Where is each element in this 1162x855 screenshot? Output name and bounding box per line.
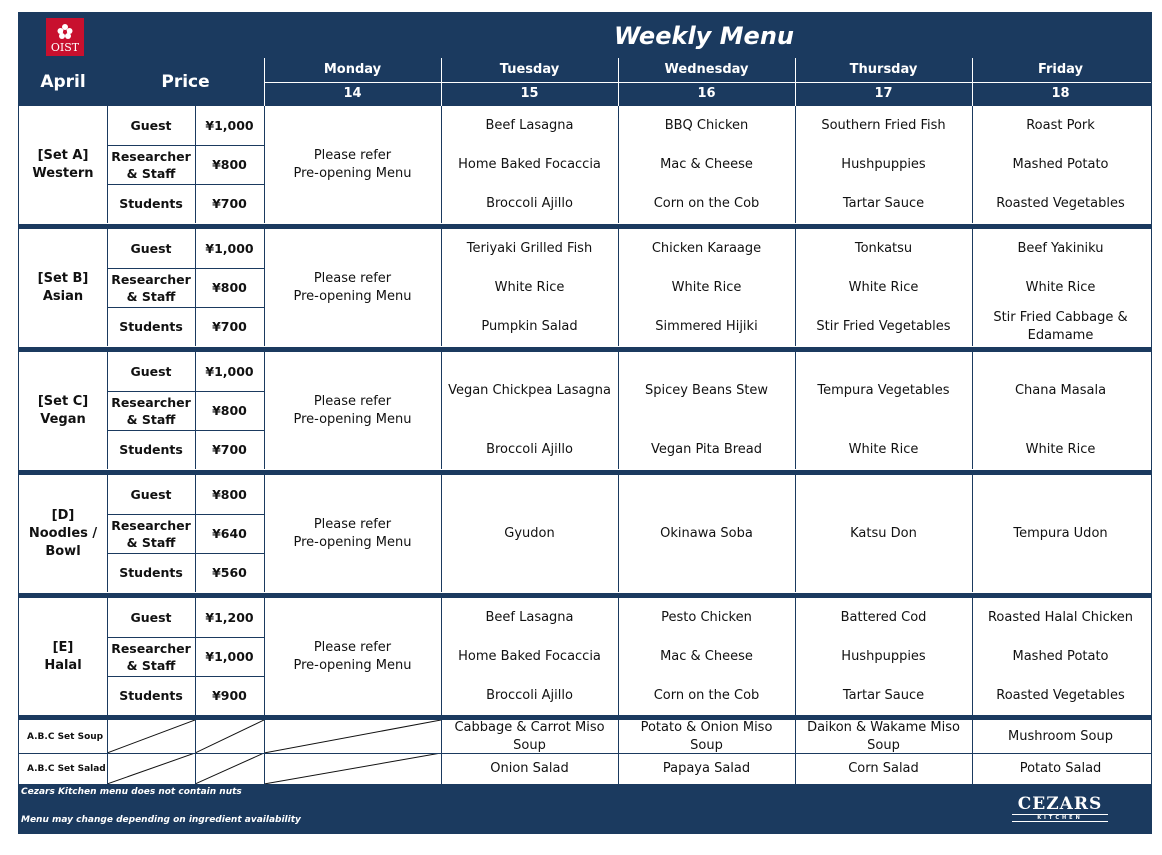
set-label-2: [19, 352, 107, 469]
grid-line: [107, 307, 264, 308]
set-label-line: Bowl: [45, 543, 81, 559]
dish: Battered Cod: [840, 609, 927, 625]
grid-line: [107, 106, 108, 223]
grid-line: [618, 229, 619, 346]
dish: Home Baked Focaccia: [458, 648, 601, 664]
set-label-line: [Set B]: [37, 270, 89, 286]
tier-price: ¥640: [212, 525, 247, 541]
tier-price: ¥1,000: [205, 363, 254, 379]
tier-label-line: Students: [119, 319, 183, 334]
tier-label-line: Students: [119, 442, 183, 457]
set-label-line: Halal: [44, 657, 82, 673]
extra-item: Potato Salad: [1019, 760, 1102, 776]
dish: Tempura Vegetables: [817, 382, 950, 398]
monday-note-line: Please refer: [313, 516, 392, 532]
grid-line: [795, 753, 796, 784]
grid-line: [264, 229, 265, 346]
tier-label: [107, 268, 195, 307]
cezars-logo: [1004, 795, 1116, 822]
tier-label-line: Students: [119, 565, 183, 580]
grid-line: [264, 720, 265, 753]
monday-note: [264, 229, 441, 346]
dish: Hushpuppies: [841, 648, 926, 664]
day-date-1: 15: [520, 86, 539, 101]
dish: Southern Fried Fish: [821, 117, 946, 133]
tier-price: ¥800: [212, 156, 247, 172]
extra-item: Daikon & Wakame Miso Soup: [807, 719, 960, 753]
extra-item: Onion Salad: [490, 760, 569, 776]
set-label-line: Western: [32, 165, 94, 181]
tier-label-line: Guest: [130, 610, 172, 625]
grid-line: [107, 391, 264, 392]
grid-line: [195, 229, 196, 346]
grid-line: [618, 352, 619, 469]
dish: Mac & Cheese: [660, 156, 753, 172]
tier-price: ¥560: [212, 564, 247, 580]
dish: Corn on the Cob: [653, 195, 760, 211]
set-label-0: [19, 106, 107, 223]
dish: Simmered Hijiki: [655, 318, 758, 334]
dish: White Rice: [1025, 279, 1096, 295]
empty-cell-slash: [107, 720, 195, 753]
grid-line: [618, 753, 619, 784]
grid-line: [195, 598, 196, 715]
grid-line: [972, 106, 973, 223]
grid-line: [264, 106, 265, 223]
tier-label-line: & Staff: [126, 165, 176, 181]
grid-line: [107, 145, 264, 146]
empty-cell-slash: [107, 753, 195, 784]
dish: White Rice: [848, 441, 919, 457]
dish: Okinawa Soba: [660, 525, 753, 541]
set-label-3: [19, 475, 107, 592]
grid-line: [795, 106, 796, 223]
day-name-2: Wednesday: [664, 62, 749, 77]
dish: Tempura Udon: [1013, 525, 1108, 541]
day-name-4: Friday: [1037, 62, 1084, 77]
dish: Tonkatsu: [854, 240, 913, 256]
tier-label: [107, 598, 195, 637]
tier-label-line: & Staff: [126, 288, 176, 304]
dish: Roast Pork: [1026, 117, 1095, 133]
dish: Roasted Halal Chicken: [987, 609, 1134, 625]
extra-label: A.B.C Set Salad: [27, 763, 106, 774]
dish: White Rice: [671, 279, 742, 295]
grid-line: [264, 753, 265, 784]
day-date-2: 16: [697, 86, 716, 101]
monday-note-line: Please refer: [313, 393, 392, 409]
grid-line: [195, 753, 196, 784]
grid-line: [264, 475, 265, 592]
monday-note-line: Pre-opening Menu: [293, 288, 412, 304]
grid-line: [972, 475, 973, 592]
dish: Beef Yakiniku: [1017, 240, 1104, 256]
tier-label-line: & Staff: [126, 657, 176, 673]
tier-label: [107, 553, 195, 592]
day-name-1: Tuesday: [499, 62, 560, 77]
tier-price: ¥800: [212, 486, 247, 502]
dish: Vegan Chickpea Lasagna: [448, 382, 611, 398]
dish: Teriyaki Grilled Fish: [466, 240, 593, 256]
grid-line: [195, 352, 196, 469]
grid-line: [618, 720, 619, 753]
tier-label: [107, 106, 195, 145]
tier-label: [107, 391, 195, 430]
dish: Chicken Karaage: [651, 240, 762, 256]
dish: Pumpkin Salad: [481, 318, 578, 334]
monday-note-line: Pre-opening Menu: [293, 411, 412, 427]
tier-price: ¥700: [212, 195, 247, 211]
monday-note: [264, 106, 441, 223]
tier-label-line: Researcher: [111, 640, 191, 656]
grid-line: [618, 598, 619, 715]
dish: Tartar Sauce: [842, 195, 925, 211]
dish: Pesto Chicken: [661, 609, 752, 625]
monday-note-line: Pre-opening Menu: [293, 534, 412, 550]
tier-price: ¥1,200: [205, 609, 254, 625]
empty-cell-slash: [264, 753, 441, 784]
tier-label: [107, 676, 195, 715]
dish: Broccoli Ajillo: [486, 441, 573, 457]
extra-item: Corn Salad: [848, 760, 919, 776]
tier-label-line: & Staff: [126, 411, 176, 427]
tier-label-line: Guest: [130, 487, 172, 502]
grid-line: [618, 106, 619, 223]
tier-label: [107, 475, 195, 514]
grid-line: [107, 676, 264, 677]
grid-line: [441, 720, 442, 753]
dish: Beef Lasagna: [485, 609, 574, 625]
dish: Hushpuppies: [841, 156, 926, 172]
grid-line: [972, 720, 973, 753]
tier-label-line: Researcher: [111, 394, 191, 410]
dish: Mashed Potato: [1012, 156, 1109, 172]
day-name-3: Thursday: [849, 62, 918, 77]
tier-label-line: Researcher: [111, 271, 191, 287]
grid-line: [195, 720, 196, 753]
day-date-4: 18: [1051, 86, 1070, 101]
tier-label-line: Guest: [130, 118, 172, 133]
tier-label: [107, 637, 195, 676]
tier-price: ¥1,000: [205, 648, 254, 664]
tier-label-line: Students: [119, 196, 183, 211]
logo-text: OIST: [50, 41, 80, 54]
day-date-3: 17: [874, 86, 893, 101]
empty-cell-slash: [195, 720, 264, 753]
monday-note: [264, 475, 441, 592]
tier-label: [107, 229, 195, 268]
availability-note: Menu may change depending on ingredient availability: [21, 815, 301, 825]
grid-line: [618, 475, 619, 592]
extra-item: Mushroom Soup: [1008, 728, 1113, 744]
tier-price: ¥1,000: [205, 117, 254, 133]
dish: Corn on the Cob: [653, 687, 760, 703]
extra-item: Potato & Onion Miso Soup: [640, 719, 773, 753]
grid-line: [441, 753, 442, 784]
dish: Tartar Sauce: [842, 687, 925, 703]
grid-line: [795, 229, 796, 346]
tier-price: ¥700: [212, 441, 247, 457]
extra-item: Papaya Salad: [662, 760, 751, 776]
dish: Mac & Cheese: [660, 648, 753, 664]
grid-line: [972, 229, 973, 346]
monday-note-line: Pre-opening Menu: [293, 657, 412, 673]
grid-line: [107, 753, 108, 784]
dish: Chana Masala: [1014, 382, 1107, 398]
grid-line: [107, 514, 264, 515]
grid-line: [195, 106, 196, 223]
grid-line: [107, 553, 264, 554]
tier-price: ¥1,000: [205, 240, 254, 256]
empty-cell-slash: [195, 753, 264, 784]
grid-line: [441, 229, 442, 346]
dish: Beef Lasagna: [485, 117, 574, 133]
dish: Stir Fried Vegetables: [816, 318, 951, 334]
grid-line: [195, 475, 196, 592]
set-label-line: [Set C]: [37, 393, 89, 409]
grid-line: [972, 598, 973, 715]
grid-line: [19, 753, 1151, 754]
grid-line: [795, 475, 796, 592]
tier-price: ¥900: [212, 687, 247, 703]
tier-label-line: Students: [119, 688, 183, 703]
grid-line: [107, 352, 108, 469]
set-label-line: Noodles /: [28, 525, 98, 541]
empty-cell-slash: [264, 720, 441, 753]
monday-note-line: Please refer: [313, 270, 392, 286]
dish: Roasted Vegetables: [996, 195, 1125, 211]
dish: Stir Fried Cabbage & Edamame: [993, 309, 1128, 343]
nuts-note: Cezars Kitchen menu does not contain nuts: [21, 787, 242, 797]
dish: Mashed Potato: [1012, 648, 1109, 664]
brand-name: CEZARS: [1017, 794, 1103, 814]
dish: Gyudon: [504, 525, 555, 541]
dish: BBQ Chicken: [664, 117, 749, 133]
tier-label: [107, 430, 195, 469]
grid-line: [264, 352, 265, 469]
tier-label-line: Researcher: [111, 517, 191, 533]
set-label-line: [D]: [51, 507, 75, 523]
monday-note-line: Please refer: [313, 147, 392, 163]
day-name-0: Monday: [323, 62, 382, 77]
monday-note: [264, 352, 441, 469]
dish: Broccoli Ajillo: [486, 687, 573, 703]
dish: Katsu Don: [850, 525, 917, 541]
dish: Roasted Vegetables: [996, 687, 1125, 703]
grid-line: [107, 184, 264, 185]
month-label: April: [40, 72, 86, 92]
tier-label: [107, 307, 195, 346]
header-divider: [264, 82, 1151, 83]
grid-line: [441, 598, 442, 715]
grid-line: [795, 720, 796, 753]
weekly-menu-sheet: [18, 12, 1152, 834]
tier-price: ¥800: [212, 402, 247, 418]
grid-line: [441, 475, 442, 592]
dish: Vegan Pita Bread: [650, 441, 763, 457]
extra-item: Cabbage & Carrot Miso Soup: [454, 719, 605, 753]
grid-line: [972, 352, 973, 469]
grid-line: [441, 352, 442, 469]
tier-label: [107, 352, 195, 391]
tier-price: ¥800: [212, 279, 247, 295]
set-label-line: Asian: [42, 288, 84, 304]
page-title: Weekly Menu: [613, 21, 794, 50]
grid-line: [107, 720, 108, 753]
grid-line: [441, 106, 442, 223]
dish: Spicey Beans Stew: [644, 382, 769, 398]
grid-line: [107, 430, 264, 431]
set-label-line: [Set A]: [37, 147, 89, 163]
tier-label-line: Guest: [130, 241, 172, 256]
grid-line: [107, 637, 264, 638]
tier-price: ¥700: [212, 318, 247, 334]
monday-note: [264, 598, 441, 715]
tier-label: [107, 145, 195, 184]
tier-label-line: Guest: [130, 364, 172, 379]
dish: White Rice: [848, 279, 919, 295]
tier-label: [107, 514, 195, 553]
grid-line: [107, 229, 108, 346]
grid-line: [795, 352, 796, 469]
dish: White Rice: [1025, 441, 1096, 457]
set-label-4: [19, 598, 107, 715]
set-label-line: Vegan: [40, 411, 86, 427]
tier-label: [107, 184, 195, 223]
dish: White Rice: [494, 279, 565, 295]
day-date-0: 14: [343, 86, 362, 101]
extra-label: A.B.C Set Soup: [27, 731, 104, 742]
grid-line: [264, 598, 265, 715]
grid-line: [107, 598, 108, 715]
dish: Home Baked Focaccia: [458, 156, 601, 172]
price-label: Price: [161, 72, 210, 92]
dish: Broccoli Ajillo: [486, 195, 573, 211]
set-label-line: [E]: [52, 639, 74, 655]
grid-line: [972, 753, 973, 784]
monday-note-line: Please refer: [313, 639, 392, 655]
grid-line: [795, 598, 796, 715]
monday-note-line: Pre-opening Menu: [293, 165, 412, 181]
tier-label-line: & Staff: [126, 534, 176, 550]
tier-label-line: Researcher: [111, 148, 191, 164]
grid-line: [107, 475, 108, 592]
grid-line: [107, 268, 264, 269]
set-label-1: [19, 229, 107, 346]
brand-sub: KITCHEN: [1012, 814, 1108, 822]
